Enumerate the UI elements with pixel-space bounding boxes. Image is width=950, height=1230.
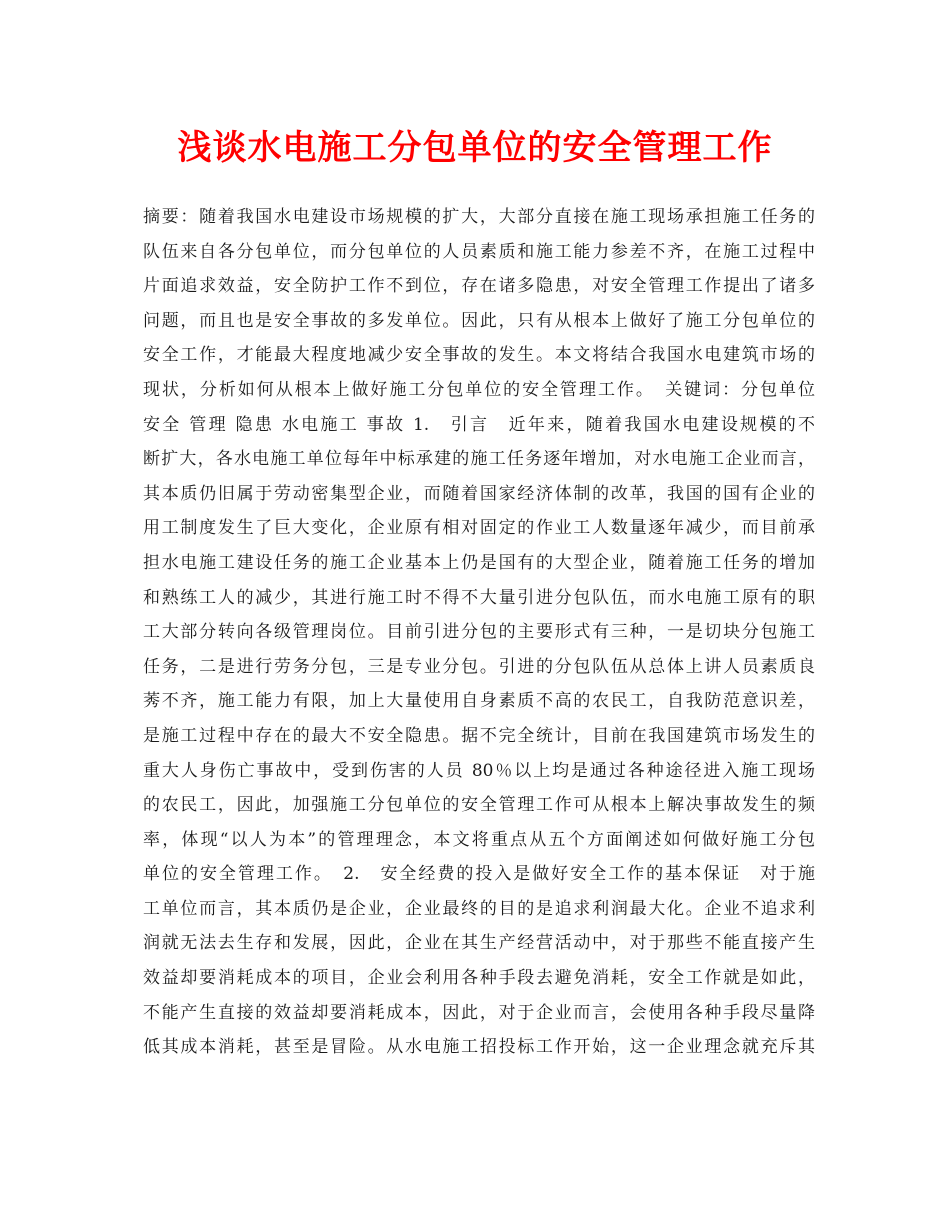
paragraph-line: 工单位而言，其本质仍是企业，企业最终的目的是追求利润最大化。企业不追求利 bbox=[143, 898, 815, 919]
paragraph-line: 单位的安全管理工作。 2. 安全经费的投入是做好安全工作的基本保证 对于施 bbox=[143, 864, 815, 885]
paragraph-line: 摘要：随着我国水电建设市场规模的扩大，大部分直接在施工现场承担施工任务的 bbox=[143, 207, 815, 227]
paragraph-line: 不能产生直接的效益却要消耗成本，因此，对于企业而言，会使用各种手段尽量降 bbox=[143, 1002, 815, 1023]
paragraph-line: 是施工过程中存在的最大不安全隐患。据不完全统计，目前在我国建筑市场发生的 bbox=[143, 725, 815, 746]
paragraph-line: 工大部分转向各级管理岗位。目前引进分包的主要形式有三种，一是切块分包施工 bbox=[143, 622, 815, 643]
paragraph-line: 和熟练工人的减少，其进行施工时不得不大量引进分包队伍，而水电施工原有的职 bbox=[143, 587, 815, 608]
document-title: 浅谈水电施工分包单位的安全管理工作 bbox=[177, 128, 773, 168]
paragraph-line: 效益却要消耗成本的项目，企业会利用各种手段去避免消耗，安全工作就是如此， bbox=[143, 968, 815, 989]
paragraph-line: 担水电施工建设任务的施工企业基本上仍是国有的大型企业，随着施工任务的增加 bbox=[143, 552, 815, 573]
paragraph-line: 用工制度发生了巨大变化，企业原有相对固定的作业工人数量逐年减少，而目前承 bbox=[143, 518, 815, 539]
document-body bbox=[143, 200, 815, 1065]
paragraph-line: 安全 管理 隐患 水电施工 事故 1. 引言 近年来，随着我国水电建设规模的不 bbox=[143, 414, 815, 435]
paragraph-line: 问题，而且也是安全事故的多发单位。因此，只有从根本上做好了施工分包单位的 bbox=[143, 310, 815, 331]
paragraph-line: 莠不齐，施工能力有限，加上大量使用自身素质不高的农民工，自我防范意识差， bbox=[143, 691, 815, 712]
paragraph-line: 安全工作，才能最大程度地减少安全事故的发生。本文将结合我国水电建筑市场的 bbox=[143, 345, 815, 366]
paragraph-line: 任务，二是进行劳务分包，三是专业分包。引进的分包队伍从总体上讲人员素质良 bbox=[143, 656, 815, 677]
paragraph-line: 片面追求效益，安全防护工作不到位，存在诸多隐患，对安全管理工作提出了诸多 bbox=[143, 276, 815, 297]
paragraph-line: 率，体现“以人为本”的管理理念，本文将重点从五个方面阐述如何做好施工分包 bbox=[143, 829, 815, 850]
paragraph-line: 现状，分析如何从根本上做好施工分包单位的安全管理工作。 关键词：分包单位 bbox=[143, 379, 815, 400]
paragraph-line: 其本质仍旧属于劳动密集型企业，而随着国家经济体制的改革，我国的国有企业的 bbox=[143, 483, 815, 504]
paragraph-line: 队伍来自各分包单位，而分包单位的人员素质和施工能力参差不齐，在施工过程中 bbox=[143, 241, 815, 262]
paragraph-line: 润就无法去生存和发展，因此，企业在其生产经营活动中，对于那些不能直接产生 bbox=[143, 933, 815, 954]
paragraph-line: 重大人身伤亡事故中，受到伤害的人员 80％以上均是通过各种途径进入施工现场 bbox=[143, 760, 815, 781]
paragraph-line: 的农民工，因此，加强施工分包单位的安全管理工作可从根本上解决事故发生的频 bbox=[143, 795, 815, 816]
paragraph-line: 低其成本消耗，甚至是冒险。从水电施工招投标工作开始，这一企业理念就充斥其 bbox=[143, 1037, 815, 1058]
paragraph-line: 断扩大，各水电施工单位每年中标承建的施工任务逐年增加，对水电施工企业而言， bbox=[143, 449, 815, 470]
